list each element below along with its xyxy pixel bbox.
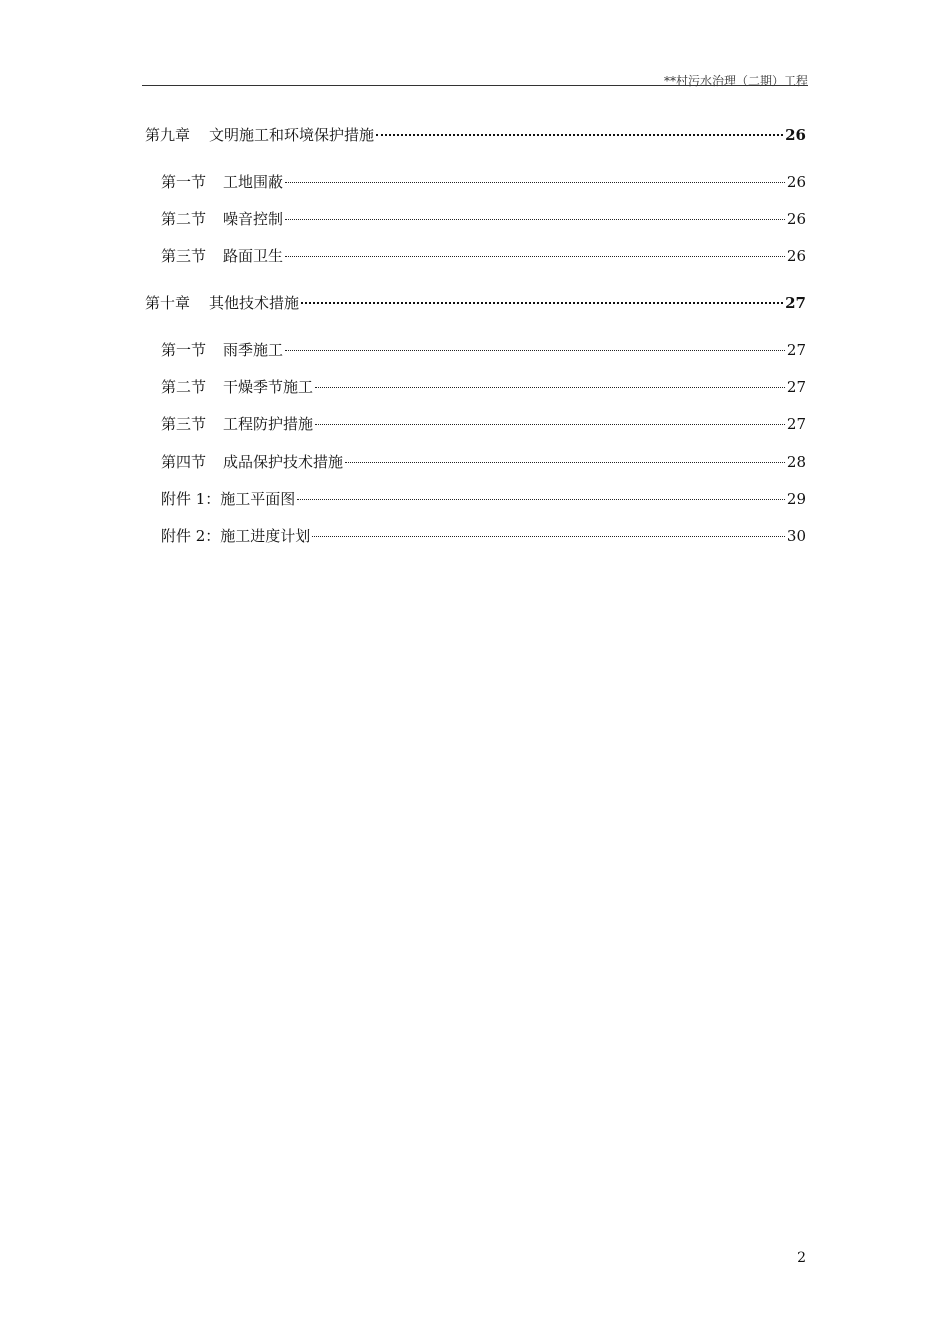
toc-entry-number: 第三节	[161, 415, 207, 433]
toc-entry-page: 26	[786, 210, 806, 228]
toc-entry-title: 干燥季节施工	[223, 378, 314, 396]
toc-entry-number: 第三节	[161, 247, 207, 265]
toc-entry-section[interactable]	[161, 414, 806, 434]
toc-entry-number: 第九章	[145, 126, 191, 144]
toc-entry-page: 28	[786, 453, 806, 471]
header-rule	[142, 85, 808, 86]
toc-entry-title: 其他技术措施	[209, 294, 300, 312]
toc-dot-leader	[315, 387, 785, 388]
toc-entry-page: 27	[786, 415, 806, 433]
toc-entry-page: 27	[786, 378, 806, 396]
toc-entry-number: 第四节	[161, 453, 207, 471]
toc-entry-number: 第二节	[161, 378, 207, 396]
toc-dot-leader	[285, 219, 785, 220]
toc-entry-title: 噪音控制	[223, 210, 284, 228]
toc-entry-title: 工程防护措施	[223, 415, 314, 433]
toc-entry-appendix-2[interactable]	[161, 526, 806, 546]
toc-entry-section[interactable]	[161, 452, 806, 472]
toc-entry-title: 雨季施工	[223, 341, 284, 359]
toc-entry-appendix-1[interactable]	[161, 489, 806, 509]
toc-entry-section[interactable]	[161, 172, 806, 192]
toc-dot-leader	[285, 182, 785, 183]
toc-entry-title: 工地围蔽	[223, 173, 284, 191]
toc-entry-page: 30	[786, 527, 806, 545]
toc-entry-chapter-10[interactable]	[145, 293, 806, 313]
toc-entry-page: 27	[786, 341, 806, 359]
toc-dot-leader	[345, 462, 785, 463]
toc-entry-number: 第一节	[161, 173, 207, 191]
toc-entry-section[interactable]	[161, 340, 806, 360]
toc-entry-section[interactable]	[161, 377, 806, 397]
toc-entry-page: 26	[785, 126, 806, 144]
toc-dot-leader	[285, 256, 785, 257]
toc-dot-leader	[315, 424, 785, 425]
toc-entry-section[interactable]	[161, 209, 806, 229]
toc-entry-page: 27	[785, 294, 806, 312]
toc-entry-title: 文明施工和环境保护措施	[209, 126, 375, 144]
toc-dot-leader	[301, 302, 783, 304]
toc-dot-leader	[297, 499, 785, 500]
toc-dot-leader	[312, 536, 785, 537]
toc-entry-number: 第二节	[161, 210, 207, 228]
toc-entry-title: 成品保护技术措施	[223, 453, 344, 471]
toc-entry-chapter-9[interactable]	[145, 125, 806, 145]
toc-dot-leader	[376, 134, 783, 136]
toc-entry-number: 第十章	[145, 294, 191, 312]
toc-entry-title: 路面卫生	[223, 247, 284, 265]
toc-dot-leader	[285, 350, 785, 351]
toc-entry-title: 附件 1：施工平面图	[161, 490, 296, 508]
toc-entry-section[interactable]	[161, 246, 806, 266]
header-title: **村污水治理（二期）工程	[663, 74, 808, 88]
toc-entry-page: 26	[786, 247, 806, 265]
toc-entry-page: 26	[786, 173, 806, 191]
toc-entry-number: 第一节	[161, 341, 207, 359]
toc-entry-title: 附件 2：施工进度计划	[161, 527, 311, 545]
toc-entry-page: 29	[786, 490, 806, 508]
page-number: 2	[797, 1250, 806, 1266]
